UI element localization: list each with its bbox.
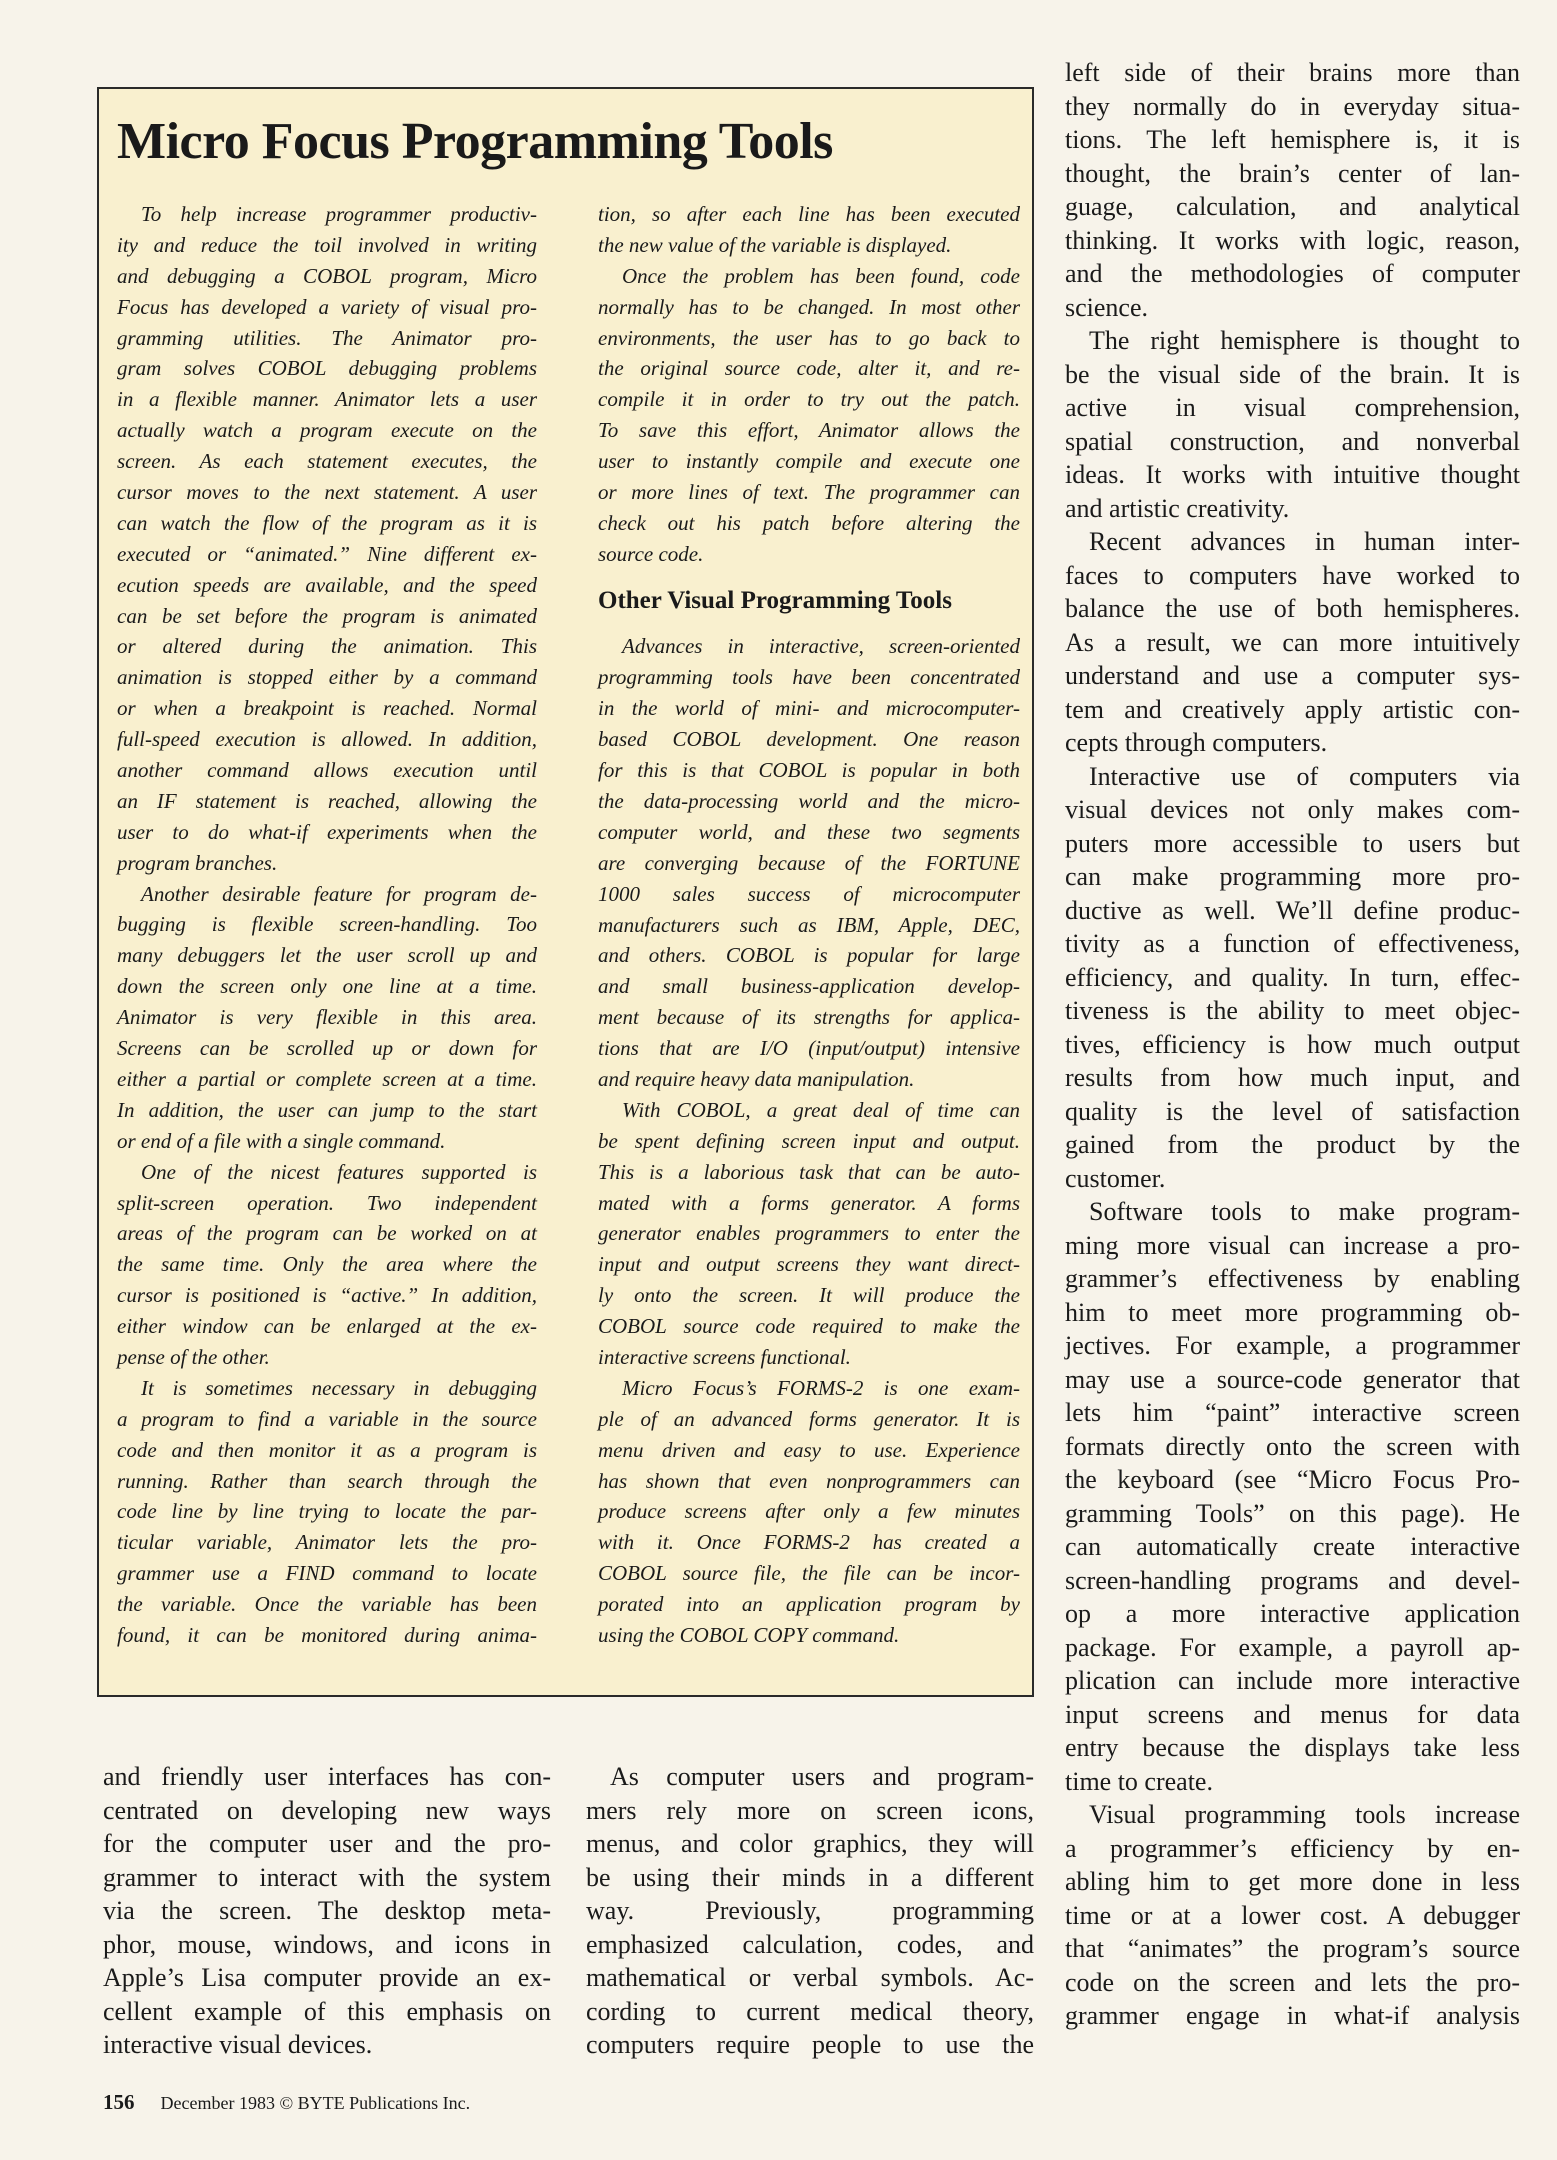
text-line: puters more accessible to users but bbox=[1065, 828, 1520, 858]
text-line: full-speed execution is allowed. In addition, bbox=[117, 727, 537, 752]
text-line: mated with a forms generator. A forms bbox=[598, 1190, 1020, 1215]
text-line: screen-handling programs and devel- bbox=[1065, 1565, 1520, 1595]
text-line: code on the screen and lets the pro- bbox=[1065, 1967, 1520, 1997]
text-line: check out his patch before altering the bbox=[598, 510, 1020, 535]
text-line: normally has to be changed. In most other bbox=[598, 294, 1020, 319]
text-line: Recent advances in human inter- bbox=[1089, 527, 1520, 556]
text-line: quality is the level of satisfaction bbox=[1065, 1096, 1520, 1126]
text-line: 1000 sales success of microcomputer bbox=[598, 881, 1020, 906]
text-line: tivity as a function of effectiveness, bbox=[1065, 929, 1520, 958]
text-line: tions that are I/O (input/output) intensive bbox=[598, 1036, 1020, 1061]
text-line: cepts through computers. bbox=[1065, 728, 1328, 757]
article-column-right bbox=[1065, 56, 1520, 2033]
text-line: ple of an advanced forms generator. It is bbox=[598, 1406, 1020, 1431]
text-line: environments, the user has to go back to bbox=[598, 325, 1020, 350]
text-line: thought, the brain’s center of lan- bbox=[1065, 158, 1520, 188]
text-line: split-screen operation. Two independent bbox=[117, 1190, 537, 1215]
text-line: understand and use a computer sys- bbox=[1065, 661, 1520, 690]
text-line: Advances in interactive, screen-oriented bbox=[622, 634, 1020, 659]
paragraph bbox=[598, 1095, 1020, 1373]
text-line: jectives. For example, a programmer bbox=[1065, 1331, 1520, 1360]
text-line: or altered during the animation. This bbox=[117, 634, 537, 659]
text-line: for the computer user and the pro- bbox=[103, 1829, 551, 1858]
text-line: another command allows execution until bbox=[117, 758, 537, 783]
text-line: package. For example, a payroll ap- bbox=[1065, 1632, 1520, 1662]
text-line: It is sometimes necessary in debugging bbox=[141, 1375, 537, 1400]
text-line: the variable. Once the variable has been bbox=[117, 1592, 537, 1617]
text-line: for this is that COBOL is popular in both bbox=[598, 758, 1020, 783]
text-line: mers rely more on screen icons, bbox=[586, 1795, 1034, 1825]
text-line: Visual programming tools increase bbox=[1089, 1800, 1520, 1829]
text-line: or more lines of text. The programmer can bbox=[598, 480, 1020, 505]
text-line: input and output screens they want direct- bbox=[598, 1252, 1020, 1277]
text-line: bugging is flexible screen-handling. Too bbox=[117, 912, 537, 937]
text-line: emphasized calculation, codes, and bbox=[586, 1929, 1034, 1959]
text-line: To save this effort, Animator allows the bbox=[598, 418, 1020, 443]
text-line: Interactive use of computers via bbox=[1089, 761, 1520, 791]
text-line: screen. As each statement executes, the bbox=[117, 449, 537, 474]
footer-credit: December 1983 © BYTE Publications Inc. bbox=[160, 2093, 471, 2113]
text-line: faces to computers have worked to bbox=[1065, 560, 1520, 590]
text-line: and small business-application develop- bbox=[598, 974, 1020, 999]
text-line: either window can be enlarged at the ex- bbox=[117, 1314, 537, 1339]
text-line: be using their minds in a different bbox=[586, 1862, 1034, 1892]
text-line: areas of the program can be worked on at bbox=[117, 1221, 537, 1246]
text-line: tion, so after each line has been executed bbox=[598, 202, 1020, 226]
paragraph bbox=[598, 1373, 1020, 1651]
text-line: and the methodologies of computer bbox=[1065, 259, 1520, 288]
text-line: computer world, and these two segments bbox=[598, 819, 1020, 844]
text-line: the original source code, alter it, and re- bbox=[598, 356, 1020, 381]
text-line: To help increase programmer productiv- bbox=[141, 202, 537, 226]
text-line: can be set before the program is animated bbox=[117, 603, 537, 628]
text-line: lets him “paint” interactive screen bbox=[1065, 1398, 1520, 1427]
text-line: a program to find a variable in the source bbox=[117, 1406, 537, 1431]
paragraph bbox=[1065, 760, 1520, 1196]
page-footer bbox=[103, 2090, 470, 2115]
text-line: interactive screens functional. bbox=[598, 1344, 851, 1369]
text-line: generator enables programmers to enter the bbox=[598, 1221, 1020, 1246]
text-line: ity and reduce the toil involved in writing bbox=[117, 232, 537, 257]
text-line: cursor is positioned is “active.” In addition, bbox=[117, 1283, 537, 1308]
sidebar-column-left bbox=[117, 199, 537, 1651]
text-line: efficiency, and quality. In turn, effec- bbox=[1065, 962, 1520, 992]
text-line: cording to current medical theory, bbox=[586, 1996, 1034, 2026]
text-line: running. Rather than search through the bbox=[117, 1468, 537, 1493]
text-line: customer. bbox=[1065, 1163, 1166, 1193]
text-line: can watch the flow of the program as it is bbox=[117, 510, 537, 535]
text-line: grammer engage in what-if analysis bbox=[1065, 2001, 1520, 2030]
text-line: centrated on developing new ways bbox=[103, 1795, 551, 1825]
paragraph bbox=[598, 631, 1020, 1094]
text-line: tions. The left hemisphere is, it is bbox=[1065, 125, 1520, 154]
page-number: 156 bbox=[103, 2090, 135, 2114]
text-line: manufacturers such as IBM, Apple, DEC, bbox=[598, 912, 1020, 937]
article-column-middle bbox=[586, 1760, 1034, 2062]
text-line: gained from the product by the bbox=[1065, 1130, 1520, 1159]
text-line: visual devices not only makes com- bbox=[1065, 795, 1520, 824]
text-line: COBOL source code required to make the bbox=[598, 1314, 1020, 1339]
text-line: ductive as well. We’ll define produc- bbox=[1065, 895, 1520, 925]
text-line: user to instantly compile and execute one bbox=[598, 449, 1020, 474]
text-line: or when a breakpoint is reached. Normal bbox=[117, 696, 537, 721]
text-line: As a result, we can more intuitively bbox=[1065, 627, 1520, 657]
text-line: they normally do in everyday situa- bbox=[1065, 91, 1520, 121]
text-line: many debuggers let the user scroll up and bbox=[117, 943, 537, 968]
text-line: may use a source-code generator that bbox=[1065, 1364, 1520, 1394]
text-line: This is a laborious task that can be auto- bbox=[598, 1159, 1020, 1184]
text-line: tem and creatively apply artistic con- bbox=[1065, 694, 1520, 724]
text-line: animation is stopped either by a command bbox=[117, 665, 537, 690]
text-line: ideas. It works with intuitive thought bbox=[1065, 460, 1520, 489]
text-line: and artistic creativity. bbox=[1065, 493, 1290, 523]
text-line: results from how much input, and bbox=[1065, 1063, 1520, 1092]
text-line: way. Previously, programming bbox=[586, 1896, 1034, 1925]
text-line: code line by line trying to locate the par- bbox=[117, 1499, 537, 1524]
text-line: can automatically create interactive bbox=[1065, 1532, 1520, 1561]
text-line: actually watch a program execute on the bbox=[117, 418, 537, 443]
text-line: gramming Tools” on this page). He bbox=[1065, 1498, 1520, 1528]
text-line: and friendly user interfaces has con- bbox=[103, 1762, 551, 1791]
text-line: active in visual comprehension, bbox=[1065, 393, 1520, 422]
text-line: As computer users and program- bbox=[610, 1762, 1034, 1791]
text-line: ment because of its strengths for applica- bbox=[598, 1005, 1020, 1030]
text-line: The right hemisphere is thought to bbox=[1089, 326, 1520, 355]
section-heading: Other Visual Programming Tools bbox=[598, 586, 952, 614]
paragraph bbox=[117, 1157, 537, 1373]
text-line: entry because the displays take less bbox=[1065, 1733, 1520, 1762]
text-line: Another desirable feature for program de- bbox=[141, 881, 537, 906]
text-line: user to do what-if experiments when the bbox=[117, 819, 537, 844]
text-line: program branches. bbox=[117, 850, 278, 875]
text-line: computers require people to use the bbox=[586, 2030, 1034, 2059]
text-line: either a partial or complete screen at a time. bbox=[117, 1066, 537, 1091]
text-line: op a more interactive application bbox=[1065, 1599, 1520, 1628]
text-line: menu driven and easy to use. Experience bbox=[598, 1437, 1020, 1462]
text-line: ming more visual can increase a pro- bbox=[1065, 1230, 1520, 1260]
text-line: via the screen. The desktop meta- bbox=[103, 1896, 551, 1925]
text-line: grammer use a FIND command to locate bbox=[117, 1561, 537, 1586]
paragraph bbox=[103, 1760, 551, 2062]
text-line: science. bbox=[1065, 292, 1149, 322]
text-line: and others. COBOL is popular for large bbox=[598, 943, 1020, 968]
text-line: ly onto the screen. It will produce the bbox=[598, 1283, 1020, 1308]
text-line: ticular variable, Animator lets the pro- bbox=[117, 1530, 537, 1555]
text-line: spatial construction, and nonverbal bbox=[1065, 426, 1520, 456]
text-line: source code. bbox=[598, 541, 704, 566]
text-line: in the world of mini- and microcomputer- bbox=[598, 696, 1020, 721]
text-line: code and then monitor it as a program is bbox=[117, 1437, 537, 1462]
text-line: him to meet more programming ob- bbox=[1065, 1297, 1520, 1327]
text-line: mathematical or verbal symbols. Ac- bbox=[586, 1963, 1034, 1992]
text-line: Once the problem has been found, code bbox=[622, 263, 1020, 288]
text-line: With COBOL, a great deal of time can bbox=[622, 1097, 1020, 1122]
text-line: time or at a lower cost. A debugger bbox=[1065, 1900, 1520, 1930]
text-line: input screens and menus for data bbox=[1065, 1699, 1520, 1729]
text-line: be spent defining screen input and output. bbox=[598, 1128, 1020, 1153]
text-line: time to create. bbox=[1065, 1766, 1213, 1796]
text-line: ecution speeds are available, and the speed bbox=[117, 572, 537, 597]
text-line: the same time. Only the area where the bbox=[117, 1252, 537, 1277]
text-line: that “animates” the program’s source bbox=[1065, 1934, 1520, 1963]
text-line: gram solves COBOL debugging problems bbox=[117, 356, 537, 381]
paragraph bbox=[598, 261, 1020, 570]
text-line: One of the nicest features supported is bbox=[141, 1159, 537, 1184]
text-line: Software tools to make program- bbox=[1089, 1197, 1520, 1226]
text-line: and debugging a COBOL program, Micro bbox=[117, 263, 537, 288]
paragraph bbox=[1065, 525, 1520, 760]
text-line: pense of the other. bbox=[117, 1344, 270, 1369]
text-line: COBOL source file, the file can be incor- bbox=[598, 1561, 1020, 1586]
text-line: Screens can be scrolled up or down for bbox=[117, 1036, 537, 1061]
text-line: the keyboard (see “Micro Focus Pro- bbox=[1065, 1465, 1520, 1494]
text-line: be the visual side of the brain. It is bbox=[1065, 359, 1520, 389]
paragraph bbox=[598, 199, 1020, 261]
text-line: grammer to interact with the system bbox=[103, 1862, 551, 1892]
text-line: menus, and color graphics, they will bbox=[586, 1829, 1034, 1858]
text-line: plication can include more interactive bbox=[1065, 1666, 1520, 1695]
paragraph bbox=[1065, 1195, 1520, 1798]
paragraph bbox=[1065, 56, 1520, 324]
text-line: left side of their brains more than bbox=[1065, 58, 1520, 87]
text-line: an IF statement is reached, allowing the bbox=[117, 788, 537, 813]
text-line: are converging because of the FORTUNE bbox=[598, 850, 1020, 875]
sidebar-column-right bbox=[598, 199, 1020, 1651]
text-line: executed or “animated.” Nine different ex- bbox=[117, 541, 537, 566]
article-column-left bbox=[103, 1760, 551, 2062]
text-line: Animator is very flexible in this area. bbox=[117, 1005, 537, 1030]
text-line: grammer’s effectiveness by enabling bbox=[1065, 1264, 1520, 1293]
text-line: with it. Once FORMS-2 has created a bbox=[598, 1530, 1020, 1555]
text-line: gramming utilities. The Animator pro- bbox=[117, 325, 537, 350]
text-line: Micro Focus’s FORMS-2 is one exam- bbox=[622, 1375, 1020, 1400]
paragraph bbox=[1065, 1798, 1520, 2033]
text-line: in a flexible manner. Animator lets a user bbox=[117, 387, 537, 412]
text-line: tives, efficiency is how much output bbox=[1065, 1029, 1520, 1059]
text-line: guage, calculation, and analytical bbox=[1065, 192, 1520, 221]
text-line: compile it in order to try out the patch. bbox=[598, 387, 1020, 412]
paragraph bbox=[586, 1760, 1034, 2062]
text-line: tiveness is the ability to meet objec- bbox=[1065, 996, 1520, 1025]
text-line: based COBOL development. One reason bbox=[598, 727, 1020, 752]
text-line: Apple’s Lisa computer provide an ex- bbox=[103, 1963, 551, 1992]
text-line: using the COBOL COPY command. bbox=[598, 1622, 900, 1647]
paragraph bbox=[117, 1373, 537, 1651]
text-line: cellent example of this emphasis on bbox=[103, 1996, 551, 2026]
paragraph bbox=[1065, 324, 1520, 525]
text-line: balance the use of both hemispheres. bbox=[1065, 594, 1520, 623]
text-line: down the screen only one line at a time. bbox=[117, 974, 537, 999]
paragraph bbox=[117, 199, 537, 879]
text-line: abling him to get more done in less bbox=[1065, 1867, 1520, 1896]
text-line: Focus has developed a variety of visual pro- bbox=[117, 294, 537, 319]
text-line: In addition, the user can jump to the start bbox=[117, 1097, 537, 1122]
text-line: produce screens after only a few minutes bbox=[598, 1499, 1020, 1524]
text-line: cursor moves to the next statement. A user bbox=[117, 480, 537, 505]
text-line: has shown that even nonprogrammers can bbox=[598, 1468, 1020, 1493]
text-line: a programmer’s efficiency by en- bbox=[1065, 1833, 1520, 1863]
text-line: phor, mouse, windows, and icons in bbox=[103, 1929, 551, 1959]
text-line: formats directly onto the screen with bbox=[1065, 1431, 1520, 1461]
text-line: interactive visual devices. bbox=[103, 2030, 373, 2059]
text-line: found, it can be monitored during anima- bbox=[117, 1622, 537, 1647]
text-line: the data-processing world and the micro- bbox=[598, 788, 1020, 813]
text-line: or end of a file with a single command. bbox=[117, 1128, 446, 1153]
paragraph bbox=[117, 879, 537, 1157]
text-line: thinking. It works with logic, reason, bbox=[1065, 225, 1520, 255]
sidebar-title: Micro Focus Programming Tools bbox=[117, 113, 833, 170]
text-line: and require heavy data manipulation. bbox=[598, 1066, 915, 1091]
text-line: the new value of the variable is displayed. bbox=[598, 232, 952, 257]
text-line: porated into an application program by bbox=[598, 1592, 1020, 1617]
text-line: can make programming more pro- bbox=[1065, 862, 1520, 891]
text-line: programming tools have been concentrated bbox=[598, 665, 1020, 690]
